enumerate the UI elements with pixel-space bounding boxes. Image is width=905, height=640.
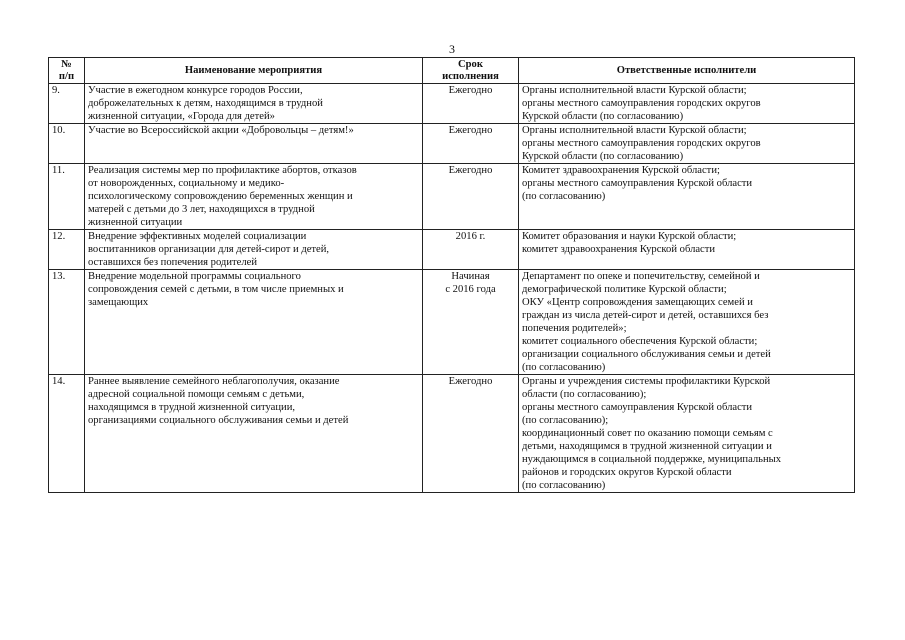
event-responsible-line: органы местного самоуправления Курской области — [522, 178, 753, 189]
event-responsible-line: ОКУ «Центр сопровождения замещающих семей и — [522, 297, 753, 308]
event-term — [423, 84, 519, 124]
event-name-line: сопровождения семей с детьми, в том числе приемных и — [88, 284, 344, 295]
event-name-line: от новорожденных, социальному и медико- — [88, 178, 285, 189]
table-header-row — [49, 58, 855, 84]
event-responsible-line: комитет социального обеспечения Курской области; — [522, 336, 758, 347]
header-term-line: Срок — [458, 58, 483, 70]
event-term — [423, 375, 519, 493]
event-name — [85, 230, 423, 270]
event-responsible-line: (по согласованию) — [522, 480, 606, 491]
event-responsible-line: Департамент по опеке и попечительству, семейной и — [522, 271, 760, 282]
event-term — [423, 270, 519, 375]
row-number: 13. — [49, 270, 85, 375]
table-row — [49, 124, 855, 164]
event-name-line: Реализация системы мер по профилактике абортов, отказов — [88, 165, 357, 176]
event-responsible-line: Органы исполнительной власти Курской области; — [522, 125, 747, 136]
event-responsible-line: Комитет образования и науки Курской области; — [522, 231, 737, 242]
event-name-line: психологическому сопровождению беременных женщин и — [88, 191, 353, 202]
event-responsible — [519, 375, 855, 493]
event-responsible-line: граждан из числа детей-сирот и детей, оставшихся без — [522, 310, 769, 321]
event-name-line: воспитанников организации для детей-сирот и детей, — [88, 244, 330, 255]
table-row — [49, 230, 855, 270]
header-term — [423, 58, 519, 84]
row-number: 10. — [49, 124, 85, 164]
event-responsible-line: органы местного самоуправления Курской области — [522, 402, 753, 413]
table-row — [49, 84, 855, 124]
page-number: 3 — [449, 42, 455, 56]
row-number: 14. — [49, 375, 85, 493]
header-num — [49, 58, 85, 84]
event-responsible-line: области (по согласованию); — [522, 389, 647, 400]
event-term-line: Ежегодно — [448, 85, 493, 96]
event-responsible-line: нуждающимся в социальной поддержке, муниципальных — [522, 454, 782, 465]
event-name — [85, 270, 423, 375]
event-term — [423, 230, 519, 270]
event-name-line: находящимся в трудной жизненной ситуации, — [88, 402, 296, 413]
event-term — [423, 164, 519, 230]
event-responsible-line: (по согласованию) — [522, 191, 606, 202]
event-responsible — [519, 230, 855, 270]
table-row — [49, 375, 855, 493]
event-responsible-line: демографической политике Курской области; — [522, 284, 727, 295]
event-name-line: жизненной ситуации, «Города для детей» — [88, 111, 275, 122]
header-num-line: № — [61, 58, 72, 70]
event-name-line: Внедрение эффективных моделей социализации — [88, 231, 307, 242]
event-name-line: Участие в ежегодном конкурсе городов России, — [88, 85, 303, 96]
event-name — [85, 375, 423, 493]
event-name-line: организациями социального обслуживания семьи и детей — [88, 415, 349, 426]
event-name-line: Участие во Всероссийской акции «Добровольцы – детям!» — [88, 125, 354, 136]
event-name-line: адресной социальной помощи семьям с детьми, — [88, 389, 305, 400]
event-responsible-line: районов и городских округов Курской области — [522, 467, 732, 478]
row-number: 12. — [49, 230, 85, 270]
event-responsible-line: координационный совет по оказанию помощи семьям с — [522, 428, 773, 439]
event-term-line: 2016 г. — [455, 231, 486, 242]
event-term-line: с 2016 года — [445, 284, 496, 295]
event-responsible-line: попечения родителей»; — [522, 323, 627, 334]
event-name-line: оставшихся без попечения родителей — [88, 257, 257, 268]
events-table — [48, 57, 855, 493]
event-responsible-line: Комитет здравоохранения Курской области; — [522, 165, 720, 176]
event-responsible — [519, 270, 855, 375]
event-responsible-line: органы местного самоуправления городских округов — [522, 98, 761, 109]
header-name: Наименование мероприятия — [85, 58, 423, 84]
event-term-line: Начиная — [451, 271, 490, 282]
header-term-line: исполнения — [442, 70, 499, 82]
event-name-line: жизненной ситуации — [88, 217, 183, 228]
event-name — [85, 124, 423, 164]
event-responsible-line: Органы и учреждения системы профилактики Курской — [522, 376, 771, 387]
event-responsible-line: органы местного самоуправления городских округов — [522, 138, 761, 149]
event-responsible-line: детьми, находящимся в трудной жизненной ситуации и — [522, 441, 772, 452]
event-term-line: Ежегодно — [448, 165, 493, 176]
event-responsible-line: (по согласованию); — [522, 415, 609, 426]
event-name-line: замещающих — [88, 297, 149, 308]
event-name-line: доброжелательных к детям, находящимся в трудной — [88, 98, 323, 109]
event-responsible — [519, 124, 855, 164]
event-responsible-line: Курской области (по согласованию) — [522, 111, 684, 122]
table-row — [49, 164, 855, 230]
header-num-line: п/п — [58, 70, 75, 82]
event-name — [85, 84, 423, 124]
event-responsible-line: комитет здравоохранения Курской области — [522, 244, 716, 255]
event-responsible-line: Органы исполнительной власти Курской области; — [522, 85, 747, 96]
event-responsible-line: (по согласованию) — [522, 362, 606, 373]
event-name-line: Внедрение модельной программы социального — [88, 271, 301, 282]
row-number: 9. — [49, 84, 85, 124]
header-responsible: Ответственные исполнители — [519, 58, 855, 84]
event-responsible — [519, 84, 855, 124]
row-number: 11. — [49, 164, 85, 230]
event-name-line: Раннее выявление семейного неблагополучия, оказание — [88, 376, 340, 387]
table-row — [49, 270, 855, 375]
event-term — [423, 124, 519, 164]
event-name — [85, 164, 423, 230]
event-name-line: матерей с детьми до 3 лет, находящихся в трудной — [88, 204, 315, 215]
event-term-line: Ежегодно — [448, 376, 493, 387]
event-responsible-line: организации социального обслуживания семьи и детей — [522, 349, 771, 360]
event-term-line: Ежегодно — [448, 125, 493, 136]
event-responsible — [519, 164, 855, 230]
event-responsible-line: Курской области (по согласованию) — [522, 151, 684, 162]
